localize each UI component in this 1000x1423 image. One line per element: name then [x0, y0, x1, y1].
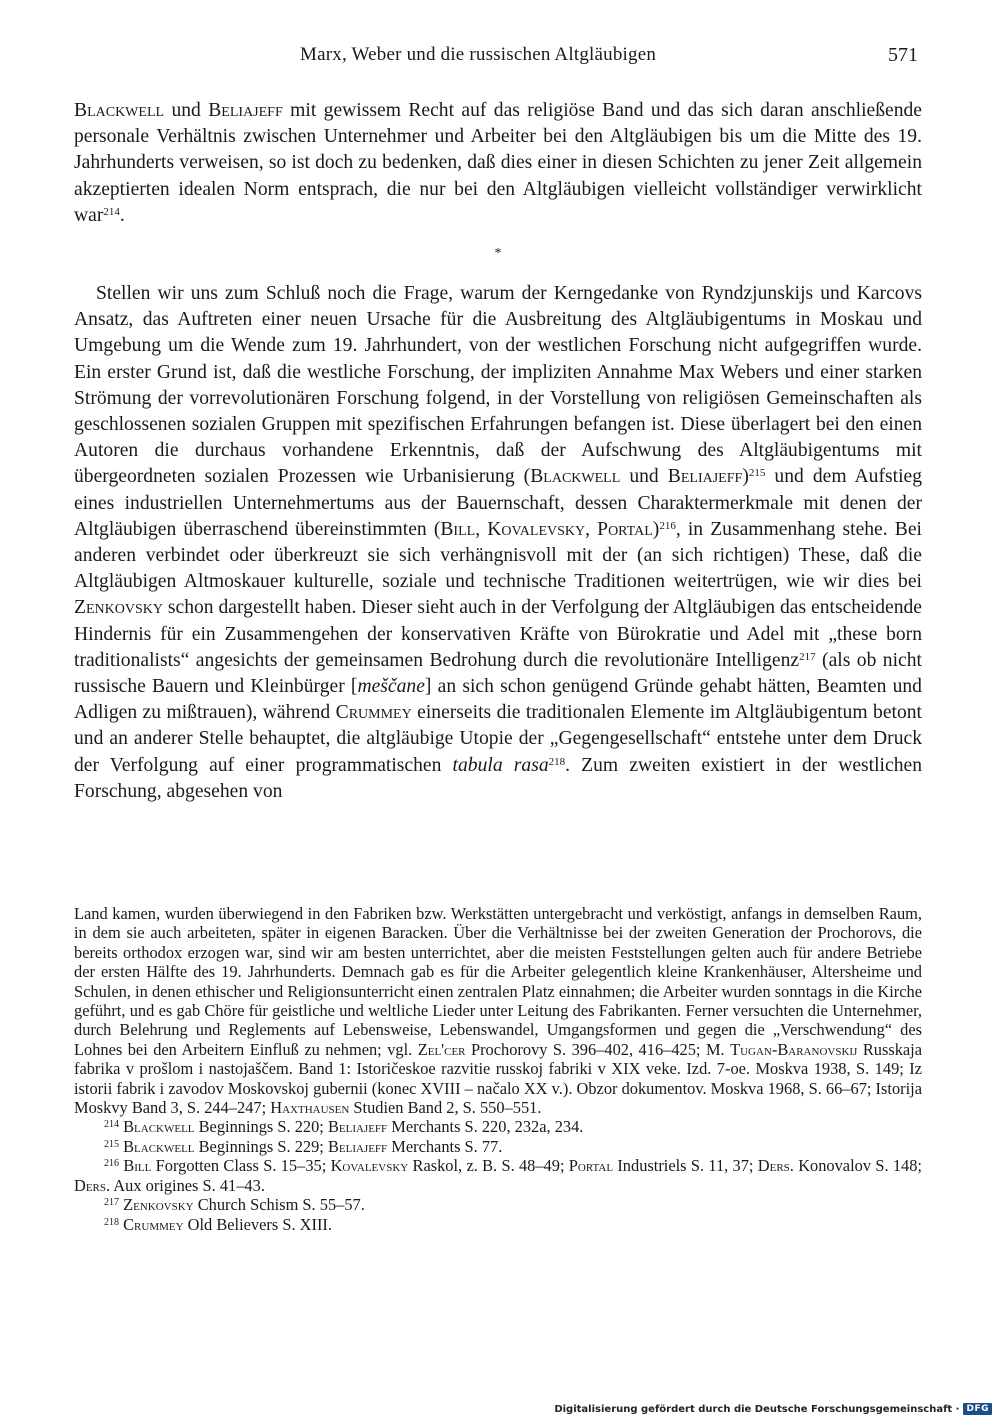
credit-text: Digitalisierung gefördert durch die Deutsche Forschungsgemeinschaft · — [554, 1403, 960, 1415]
author-name: Haxthausen — [270, 1098, 350, 1118]
text-run: ) — [742, 466, 749, 488]
footnote-218 — [74, 1215, 922, 1234]
text-run: Studien Band 2, S. 550–551. — [349, 1098, 542, 1118]
author-name: Portal — [568, 1156, 614, 1176]
text-run: schon dargestellt haben. Dieser sieht auch in der Verfolgung der Altgläubigen das entscheidende Hindernis für ein Zusammengehen der konservativen Kräfte von Bürokratie und Adel mit „these born traditionalists“ angesichts der gemeinsamen Bedrohung durch die revolutionäre Intelligenz — [74, 597, 922, 671]
footnote-217 — [74, 1195, 922, 1214]
text-run: Stellen wir uns zum Schluß noch die Frage, warum der Kerngedanke von Ryndzjunskijs und Karcovs Ansatz, das Auftreten einer neuen Ursache für die Ausbreitung des Altgläubigentums in Moskau und Umgebung um die Wende zum 19. Jahrhundert, von der westlichen Forschung nicht aufgegriffen wurde. Ein erster Grund ist, daß die westliche Forschung, der impliziten Annahme Max Webers und einer starken Strömung der vorrevolutionären Forschung folgend, in der Vorstellung von religiösen Gemeinschaften als geschlossenen sozialen Gruppen mit spezifischen Erfahrungen befangen ist. Diese überlagert bei den einen Autoren die durchaus vorhandene Erkenntnis, daß der Aufschwung des Altgläubigentums mit übergeordneten sozialen Prozessen wie Urbanisierung ( — [74, 283, 922, 488]
text-run: , in Zusammenhang stehe. Bei anderen verbindet oder überkreuzt sie sich verhängnisvoll mit der (an sich richtigen) These, daß die Altgläubigen Altmoskauer kulturelle, soziale und technische Traditionen weitertrügen, wie wir dies bei — [74, 518, 922, 593]
author-name: Zenkovsky — [74, 597, 163, 619]
italic-term: meščane — [357, 676, 425, 698]
author-name: Beliajeff — [327, 1117, 388, 1137]
running-title: Marx, Weber und die russischen Altgläubigen — [300, 44, 657, 65]
text-run: . Zum zweiten existiert in der westlichen Forschung, abgesehen von — [74, 754, 922, 802]
paragraph-2 — [74, 281, 922, 805]
author-name: Kovalevsky — [330, 1156, 409, 1176]
text-run: ) — [652, 518, 660, 540]
text-run: Merchants S. 220, 232a, 234. — [387, 1117, 584, 1137]
text-run: Merchants S. 77. — [387, 1136, 503, 1156]
author-name: Crummey — [335, 702, 412, 724]
text-run: einerseits die traditionalen Elemente im Altgläubigentum betont und an anderer Stelle behauptet, die altgläubige Utopie der „Gegengesellschaft“ entstehe unter dem Druck der Verfolgung auf einer programmatischen — [74, 702, 922, 776]
author-name: Kovalevsky — [487, 518, 586, 540]
footnote-ref-217: 217 — [799, 650, 816, 663]
author-name: Ders. — [757, 1156, 794, 1176]
text-run: Old Believers S. XIII. — [183, 1214, 332, 1234]
text-run: Raskol, z. B. S. 48–49; — [408, 1156, 569, 1176]
text-run: und dem Aufstieg eines industriellen Unternehmertums aus der Bauernschaft, dessen Charaktermerkmale mit denen der Altgläubigen überraschend übereinstimmten ( — [74, 466, 923, 540]
text-run: mit gewissem Recht auf das religiöse Band und das sich daran anschließende personale Verhältnis zwischen Unternehmer und Arbeiter bei den Altgläubigen bis um die Mitte des 19. Jahrhunderts verweisen, so ist doch zu bedenken, daß dies einer in diesen Schichten zu jener Zeit allgemein akzeptierten idealen Norm entsprach, die nur bei den Altgläubigen vielleicht vollständiger verwirklicht war — [74, 100, 923, 226]
author-name: Bill — [440, 518, 476, 540]
text-run: ] an sich schon genügend Gründe gehabt hätten, Beamten und Adligen zu mißtrauen), während — [74, 676, 922, 724]
author-name: Blackwell — [74, 100, 165, 121]
author-name: Beliajeff — [327, 1136, 388, 1156]
footnote-number: 215 — [104, 1138, 119, 1150]
author-name: Blackwell — [123, 1136, 195, 1156]
author-name: Tugan-Baranovskij — [730, 1039, 858, 1059]
footnote-215 — [74, 1137, 922, 1156]
author-name: Portal — [597, 518, 653, 540]
author-name: Zenkovsky — [123, 1195, 194, 1215]
footnote-ref-214: 214 — [103, 205, 120, 218]
author-name: Blackwell — [530, 466, 621, 488]
main-text — [74, 98, 922, 805]
dfg-logo: DFG — [963, 1403, 992, 1415]
author-name: Blackwell — [123, 1117, 195, 1137]
footnote-ref-215: 215 — [748, 467, 766, 480]
italic-term: tabula rasa — [452, 754, 549, 776]
footnote-number: 217 — [104, 1197, 119, 1209]
footnote-number: 216 — [104, 1158, 119, 1170]
text-run: . — [119, 204, 125, 226]
footnotes — [74, 904, 922, 1234]
author-name: Bill — [123, 1156, 152, 1176]
author-name: Zel'cer — [417, 1039, 466, 1059]
footnote-continued — [74, 904, 922, 1117]
author-name: Beliajeff — [208, 100, 283, 121]
paragraph-1 — [74, 98, 922, 229]
text-run: Aux origines S. 41–43. — [110, 1175, 265, 1195]
author-name: Beliajeff — [667, 466, 743, 488]
text-run: Forgotten Class S. 15–35; — [151, 1156, 331, 1176]
section-separator: * — [494, 246, 502, 262]
text-run: Church Schism S. 55–57. — [193, 1195, 365, 1215]
text-run: Prochorovy S. 396–402, 416–425; M. — [465, 1039, 731, 1059]
text-run: (als ob nicht russische Bauern und Kleinbürger [ — [74, 649, 922, 698]
footnote-216 — [74, 1156, 922, 1195]
author-name: Crummey — [123, 1214, 184, 1234]
text-run: , — [475, 518, 488, 540]
text-run: Konovalov S. 148; — [793, 1156, 922, 1176]
text-run: und — [164, 100, 209, 121]
text-run: , — [585, 518, 598, 540]
footnote-number: 214 — [104, 1119, 119, 1131]
author-name: Ders. — [74, 1175, 111, 1195]
footnote-ref-216: 216 — [659, 519, 676, 532]
footnote-number: 218 — [104, 1216, 119, 1228]
text-run: Beginnings S. 229; — [194, 1136, 328, 1156]
text-run: Land kamen, wurden überwiegend in den Fabriken bzw. Werkstätten untergebracht und verköstigt, anfangs in demselben Raum, in dem sie auch arbeiteten, später in eigenen Baracken. Über die Verhältnisse bei der zweiten Generation der Prochorovs, die bereits orthodox erzogen war, sind wir am besten unterrichtet, aber die meisten Feststellungen gelten auch für andere Betriebe der ersten Hälfte des 19. Jahrhunderts. Demnach gab es für die Arbeiter gelegentlich kleine Krankenhäuser, Altersheime und Schulen, in denen ethischer und Religionsunterricht einen zentralen Platz einnahmen; die Arbeiter wurden sonntags in die Kirche geführt, und es gab Chöre für geistliche und weltliche Lieder unter Leitung des Fabrikanten. Ferner versuchten die Unternehmer, durch Belehrung und Reglements auf Lebensweise, Lebenswandel, Umgangsformen und gegen die „Verschwendung“ des Lohnes bei den Arbeitern Einfluß zu nehmen; vgl. — [74, 904, 922, 1059]
footnote-214 — [74, 1117, 922, 1136]
text-run: Russkaja fabrika v prošlom i nastojaščem. Band 1: Istoričeskoe razvitie russkoj fabriki v XIX veke. Izd. 7-oe. Moskva 1938, S. 149; Iz istorii fabrik i zavodov Moskovskoj gubernii (konec XVIII – načalo XX v.). Obzor dokumentov. Moskva 1968, S. 66–67; Istorija Moskvy Band 3, S. 244–247; — [74, 1039, 922, 1118]
text-run: Industriels S. 11, 37; — [613, 1156, 758, 1176]
digitization-credit — [554, 1401, 992, 1417]
text-run: und — [620, 466, 668, 488]
running-head — [0, 44, 1000, 74]
page-number: 571 — [888, 44, 918, 66]
footnote-ref-218: 218 — [548, 755, 566, 768]
text-run: Beginnings S. 220; — [194, 1117, 328, 1137]
